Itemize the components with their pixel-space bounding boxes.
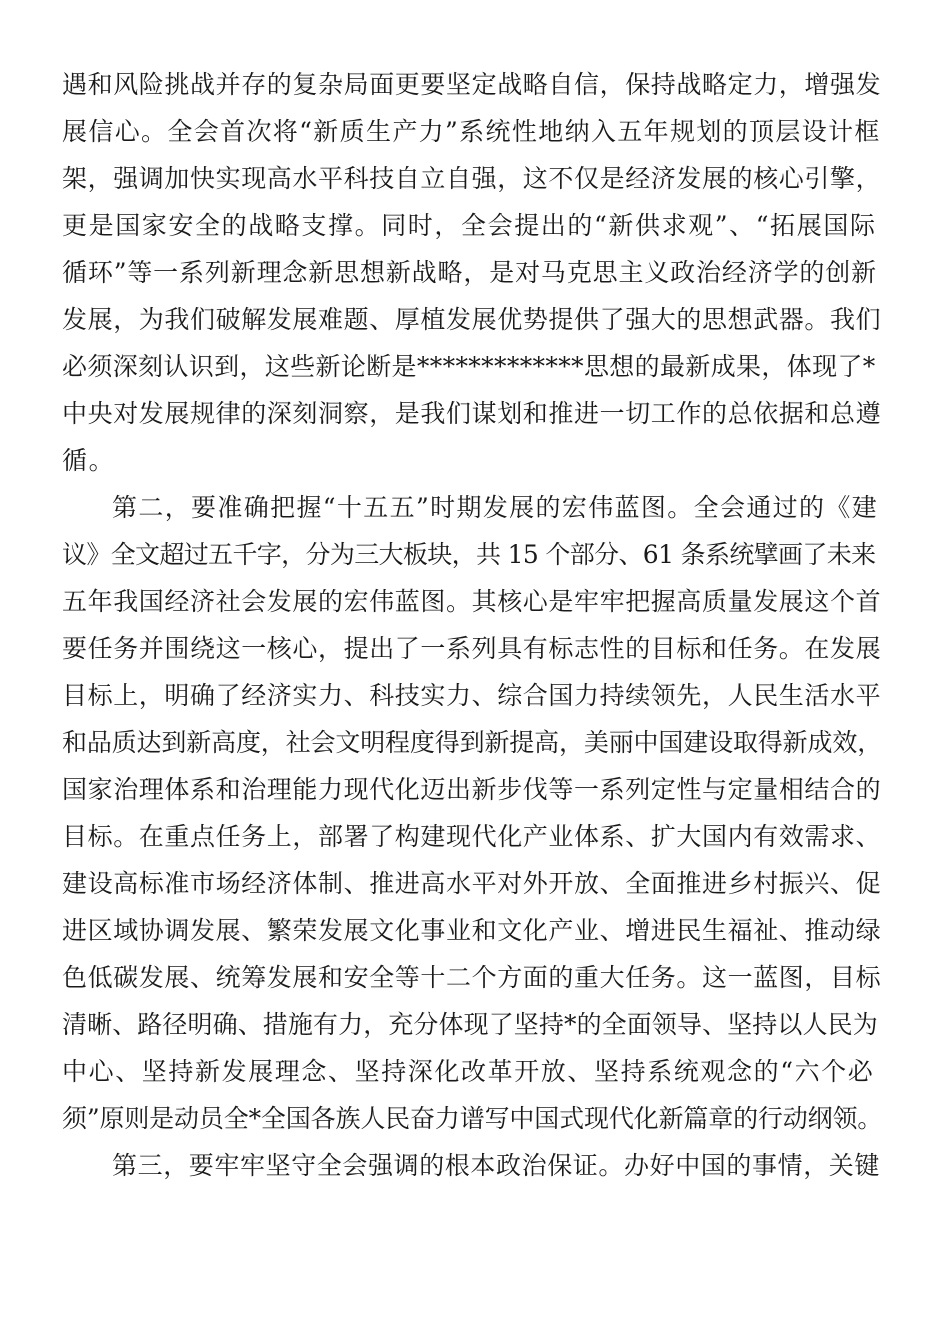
text-line: 五年我国经济社会发展的宏伟蓝图。其核心是牢牢把握高质量发展这个首 bbox=[62, 587, 882, 616]
paragraph-3 bbox=[62, 1142, 884, 1189]
text-line: 更是国家安全的战略支撑。同时，全会提出的“新供求观”、“拓展国际 bbox=[62, 211, 877, 240]
text-line: 发展，为我们破解发展难题、厚植发展优势提供了强大的思想武器。我们 bbox=[62, 305, 882, 334]
text-line: 展信心。全会首次将“新质生产力”系统性地纳入五年规划的顶层设计框 bbox=[62, 117, 881, 146]
document-page bbox=[62, 61, 884, 1189]
text-line: 第三，要牢牢坚守全会强调的根本政治保证。办好中国的事情，关键 bbox=[112, 1151, 881, 1180]
text-line: 第二，要准确把握“十五五”时期发展的宏伟蓝图。全会通过的《建 bbox=[112, 493, 879, 522]
text-line: 必须深刻认识到，这些新论断是*************思想的最新成果，体现了* bbox=[62, 352, 876, 381]
paragraph-1 bbox=[62, 61, 884, 484]
text-line: 遇和风险挑战并存的复杂局面更要坚定战略自信，保持战略定力，增强发 bbox=[62, 70, 882, 99]
text-line: 要任务并围绕这一核心，提出了一系列具有标志性的目标和任务。在发展 bbox=[62, 634, 882, 663]
text-line: 建设高标准市场经济体制、推进高水平对外开放、全面推进乡村振兴、促 bbox=[62, 869, 882, 898]
text-line: 须”原则是动员全*全国各族人民奋力谱写中国式现代化新篇章的行动纲领。 bbox=[62, 1104, 883, 1133]
text-line: 清晰、路径明确、措施有力，充分体现了坚持*的全面领导、坚持以人民为 bbox=[62, 1010, 878, 1039]
paragraph-2 bbox=[62, 484, 884, 1142]
text-line: 循环”等一系列新理念新思想新战略，是对马克思主义政治经济学的创新 bbox=[62, 258, 877, 287]
text-line: 目标。在重点任务上，部署了构建现代化产业体系、扩大国内有效需求、 bbox=[62, 822, 882, 851]
text-line: 和品质达到新高度，社会文明程度得到新提高，美丽中国建设取得新成效， bbox=[62, 728, 883, 757]
text-line: 目标上，明确了经济实力、科技实力、综合国力持续领先，人民生活水平 bbox=[62, 681, 882, 710]
text-line: 中央对发展规律的深刻洞察，是我们谋划和推进一切工作的总依据和总遵 bbox=[62, 399, 882, 428]
text-line: 进区域协调发展、繁荣发展文化事业和文化产业、增进民生福祉、推动绿 bbox=[62, 916, 882, 945]
text-line: 色低碳发展、统筹发展和安全等十二个方面的重大任务。这一蓝图，目标 bbox=[62, 963, 882, 992]
text-line: 中心、坚持新发展理念、坚持深化改革开放、坚持系统观念的“六个必 bbox=[62, 1057, 875, 1086]
text-line: 国家治理体系和治理能力现代化迈出新步伐等一系列定性与定量相结合的 bbox=[62, 775, 882, 804]
text-line: 架，强调加快实现高水平科技自立自强，这不仅是经济发展的核心引擎， bbox=[62, 164, 882, 193]
text-line: 循。 bbox=[62, 446, 116, 475]
text-line: 议》全文超过五千字，分为三大板块，共 15 个部分、61 条系统擘画了未来 bbox=[62, 540, 876, 569]
